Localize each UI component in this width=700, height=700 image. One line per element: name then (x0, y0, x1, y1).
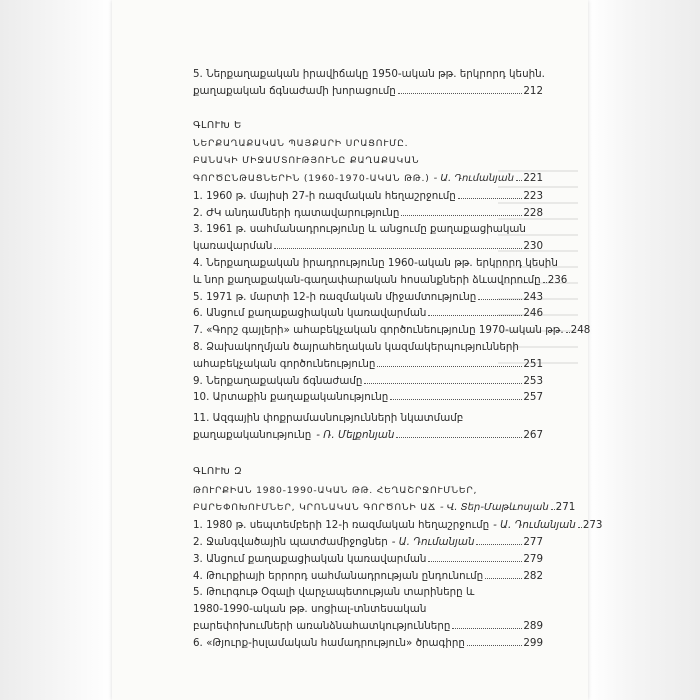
dot-leader (478, 299, 522, 300)
toc-page-number: 230 (523, 240, 543, 253)
toc-page-number: 271 (555, 501, 576, 514)
chapter-title-line: ԹՈՒՐՔԻԱՆ 1980-1990-ԱԿԱՆ ԹԹ. ՀԵՂԱՇՐՋՈՒՄՆԵՐ, (193, 484, 478, 496)
dot-leader (398, 93, 523, 94)
toc-entry-author: - Ա. Դումանյան (391, 535, 475, 548)
toc-entry-text: 8. Ձախակողմյան ծայրահեղական կազմակերպությունների (193, 340, 519, 353)
toc-entry (193, 534, 543, 551)
toc-entry (193, 188, 543, 205)
toc-entry (193, 373, 543, 390)
chapter-title-line: ԳՈՐԾԸՆԹԱՑՆԵՐԻՆ (1960-1970-ԱԿԱՆ ԹԹ.) (193, 172, 430, 184)
toc-page-number: 248 (570, 324, 591, 337)
dot-leader (516, 180, 522, 181)
dot-leader (428, 315, 522, 316)
toc-entry-text: 3. Անցում քաղաքացիական կառավարման (193, 552, 427, 565)
chapter-author: - Վ. Տեր-Մաթևոսյան (439, 502, 549, 514)
toc-entry-text: 5. Թուրգութ Օզալի վարչապետության տարիները և (193, 586, 475, 599)
chapter-title (193, 136, 543, 153)
toc-entry (193, 205, 543, 222)
left-background (0, 0, 112, 700)
toc-entry-text: ահաբեկչական գործունեությունը (193, 357, 376, 370)
toc-page-number: 273 (582, 519, 603, 532)
toc-entry-text: քաղաքականությունը (193, 428, 312, 441)
toc-entry-text: 2. Ջանգվածային պատժամիջոցներ (193, 535, 388, 548)
toc-page-number: 267 (523, 428, 543, 441)
chapter-heading-text: ԳԼՈՒԽ Ե (193, 119, 242, 131)
toc-entry-text: և նոր քաղաքական-գաղափարական հոսանքների ձևավորումը (193, 273, 541, 286)
dot-leader (364, 383, 522, 384)
toc-entry (193, 601, 543, 618)
toc-entry-text: 1980-1990-ական թթ. սոցիալ-տնտեսական (193, 603, 427, 616)
toc-entry-text: 6. «Թյուրք-իսլամական համադրություն» ծրագիրը (193, 636, 465, 649)
dot-leader (458, 198, 523, 199)
toc-entry-text: 1. 1960 թ. մայիսի 27-ի ռազմական հեղաշրջումը (193, 189, 456, 202)
dot-leader (452, 628, 522, 629)
toc-entry-text: 4. Թուրքիայի երրորդ սահմանադրության ընդունումը (193, 569, 484, 582)
dot-leader (396, 437, 522, 438)
toc-entry (193, 322, 591, 339)
toc-entry-text: 5. Ներքաղաքական իրավիճակը 1950-ական թթ. երկրորդ կեսին. (193, 68, 545, 80)
toc-entry (193, 568, 543, 585)
toc-entry-text: 5. 1971 թ. մարտի 12-ի ռազմական միջամտությունը (193, 290, 477, 303)
toc-page-number: 299 (523, 636, 543, 649)
chapter-author: - Ա. Դումանյան (433, 172, 514, 184)
dot-leader (551, 509, 555, 510)
toc-page-number: 246 (523, 307, 543, 320)
toc-entry (193, 221, 543, 238)
toc-page-number: 289 (523, 619, 543, 632)
toc-entry (193, 427, 543, 444)
chapter-heading-text: ԳԼՈՒԽ Զ (193, 465, 243, 477)
toc-entry (193, 289, 543, 306)
toc-entry (193, 83, 543, 100)
toc-entry (193, 238, 543, 255)
toc-page-number: 236 (547, 273, 568, 286)
toc-entry (193, 517, 603, 534)
toc-entry (193, 339, 543, 356)
chapter-title (193, 483, 543, 500)
chapter-title-line: ԲԱՐԵՓՈԽՈՒՄՆԵՐ, ԿՐՈՆԱԿԱՆ ԳՈՐԾՈՆԻ ԱՃ (193, 502, 436, 514)
toc-entry (193, 272, 568, 289)
toc-entry-text: 10. Արտաքին քաղաքականությունը (193, 391, 389, 404)
dot-leader (274, 248, 522, 249)
toc-page-number: 257 (523, 391, 543, 404)
toc-page-number: 212 (523, 84, 543, 97)
toc-entry-text: 2. ԺԿ անդամների դատավարությունը (193, 206, 400, 219)
dot-leader (578, 527, 582, 528)
toc-entry-text: բարեփոխումների առանձնահատկությունները (193, 619, 451, 632)
toc-entry-text: 4. Ներքաղաքական իրադրությունը 1960-ական թթ. երկրորդ կեսին (193, 256, 558, 269)
toc-entry-text: 7. «Գորշ գայլերի» ահաբեկչական գործունեությունը 1970-ական թթ. (193, 324, 564, 337)
toc-entry-text: 1. 1980 թ. սեպտեմբերի 12-ի ռազմական հեղաշրջումը (193, 519, 490, 532)
chapter-title-line: ՆԵՐՔԱՂԱՔԱԿԱՆ ՊԱՅՔԱՐԻ ՍՐԱՑՈՒՄԸ. (193, 138, 409, 150)
toc-entry (193, 551, 543, 568)
chapter-title (193, 499, 576, 517)
right-background (588, 0, 700, 700)
dot-leader (476, 544, 522, 545)
chapter-heading (193, 118, 543, 135)
chapter-title-line: ԲԱՆԱԿԻ ՄԻՋԱՄՏՈՒԹՅՈՒՆԸ ՔԱՂԱՔԱԿԱՆ (193, 155, 420, 167)
dot-leader (485, 578, 522, 579)
toc-page-number: 251 (523, 357, 543, 370)
toc-entry-text: 11. Ազգային փոքրամասնությունների նկատմամբ (193, 412, 464, 425)
toc-entry (193, 389, 543, 406)
toc-entry (193, 584, 543, 601)
toc-entry-text: 3. 1961 թ. սահմանադրությունը և անցումը քաղաքացիական (193, 223, 526, 236)
toc-page-number: 223 (523, 189, 543, 202)
toc-entry-text: 9. Ներքաղաքական ճգնաժամը (193, 374, 363, 387)
dot-leader (377, 366, 522, 367)
toc-entry (193, 356, 543, 373)
dot-leader (467, 645, 522, 646)
toc-page-number: 243 (523, 290, 543, 303)
toc-entry-text: 6. Անցում քաղաքացիական կառավարման (193, 307, 427, 320)
dot-leader (543, 282, 547, 283)
dot-leader (390, 399, 522, 400)
dot-leader (401, 215, 522, 216)
toc-page-number: 277 (523, 535, 543, 548)
toc-page-number: 279 (523, 552, 543, 565)
toc-page-number: 282 (523, 569, 543, 582)
dot-leader (566, 332, 570, 333)
toc-entry-text: քաղաքական ճգնաժամի խորացումը (193, 84, 396, 97)
toc-entry (193, 410, 543, 427)
toc-entry-author: - Ռ. Մելքոնյան (316, 428, 395, 441)
toc-entry (193, 255, 558, 272)
toc-page-number: 228 (523, 206, 543, 219)
toc-entry (193, 305, 543, 322)
toc-entry (193, 66, 543, 83)
toc-entry (193, 618, 543, 635)
toc-entry-text: կառավարման (193, 240, 273, 253)
toc-page-number: 253 (523, 374, 543, 387)
toc-entry (193, 635, 543, 652)
dot-leader (428, 561, 522, 562)
chapter-title (193, 170, 543, 188)
chapter-title (193, 153, 543, 170)
chapter-heading (193, 464, 543, 481)
toc-page-number: 221 (523, 171, 543, 184)
table-of-contents (193, 66, 603, 652)
toc-entry-author: - Ա. Դումանյան (493, 519, 576, 532)
